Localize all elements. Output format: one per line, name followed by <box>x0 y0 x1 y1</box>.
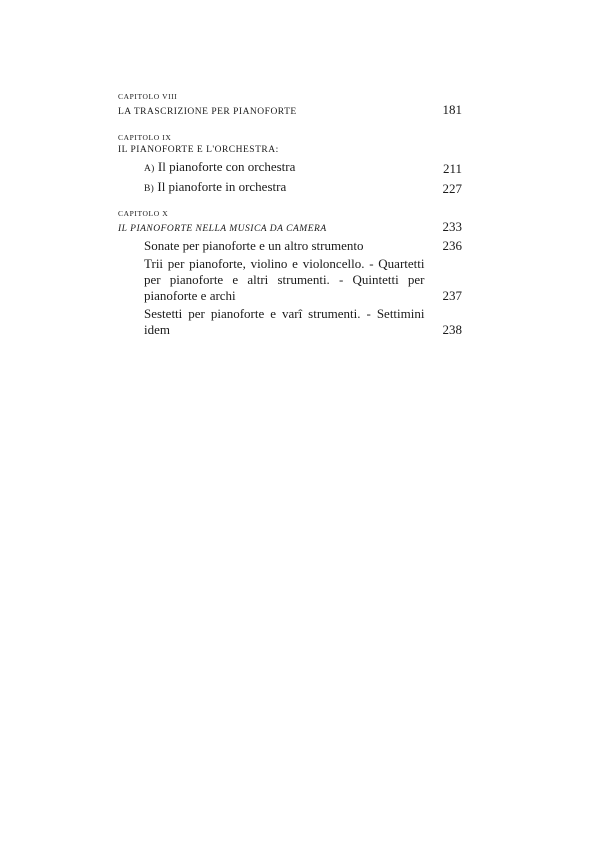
chapter-9 <box>118 133 462 197</box>
chapter-10 <box>118 209 462 338</box>
entry-text: Trii per pianoforte, violino e violoncello. - Quartetti per pianoforte e altri strumenti. - Quintetti per pianoforte e archi <box>144 256 425 303</box>
toc-entry <box>118 179 462 197</box>
chapter-title-row <box>118 102 462 119</box>
page-number: 237 <box>442 288 462 303</box>
entry-text-row <box>144 179 443 197</box>
chapter-title: IL PIANOFORTE E L'ORCHESTRA: <box>118 145 279 155</box>
entry-text: Sonate per pianoforte e un altro strumento <box>144 238 364 253</box>
chapter-label: CAPITOLO IX <box>118 133 172 142</box>
entry-marker: B) <box>144 184 155 194</box>
chapter-label: CAPITOLO VIII <box>118 92 178 101</box>
page-number: 233 <box>442 219 462 234</box>
page-number: 227 <box>442 181 462 196</box>
chapter-title-row <box>118 143 462 157</box>
entry-text-row <box>144 159 443 177</box>
entry-marker: A) <box>144 164 155 174</box>
page-number: 236 <box>442 238 462 253</box>
chapter-title: IL PIANOFORTE NELLA MUSICA DA CAMERA <box>118 224 327 234</box>
toc-entry <box>118 238 462 254</box>
chapter-label: CAPITOLO X <box>118 209 169 218</box>
entry-text: Il pianoforte con orchestra <box>157 159 296 174</box>
chapter-title: LA TRASCRIZIONE PER PIANOFORTE <box>118 107 297 117</box>
table-of-contents <box>118 92 462 348</box>
page-number: 211 <box>442 161 462 176</box>
entry-text: Sestetti per pianoforte e varî strumenti. - Settimini idem <box>144 306 425 337</box>
toc-entry <box>118 159 462 177</box>
entry-text: Il pianoforte in orchestra <box>157 179 287 194</box>
chapter-title-row <box>118 219 462 236</box>
page-number: 238 <box>442 322 462 337</box>
page-number: 181 <box>442 102 462 117</box>
chapter-8 <box>118 92 462 119</box>
toc-entry <box>118 256 462 304</box>
toc-entry <box>118 306 462 338</box>
